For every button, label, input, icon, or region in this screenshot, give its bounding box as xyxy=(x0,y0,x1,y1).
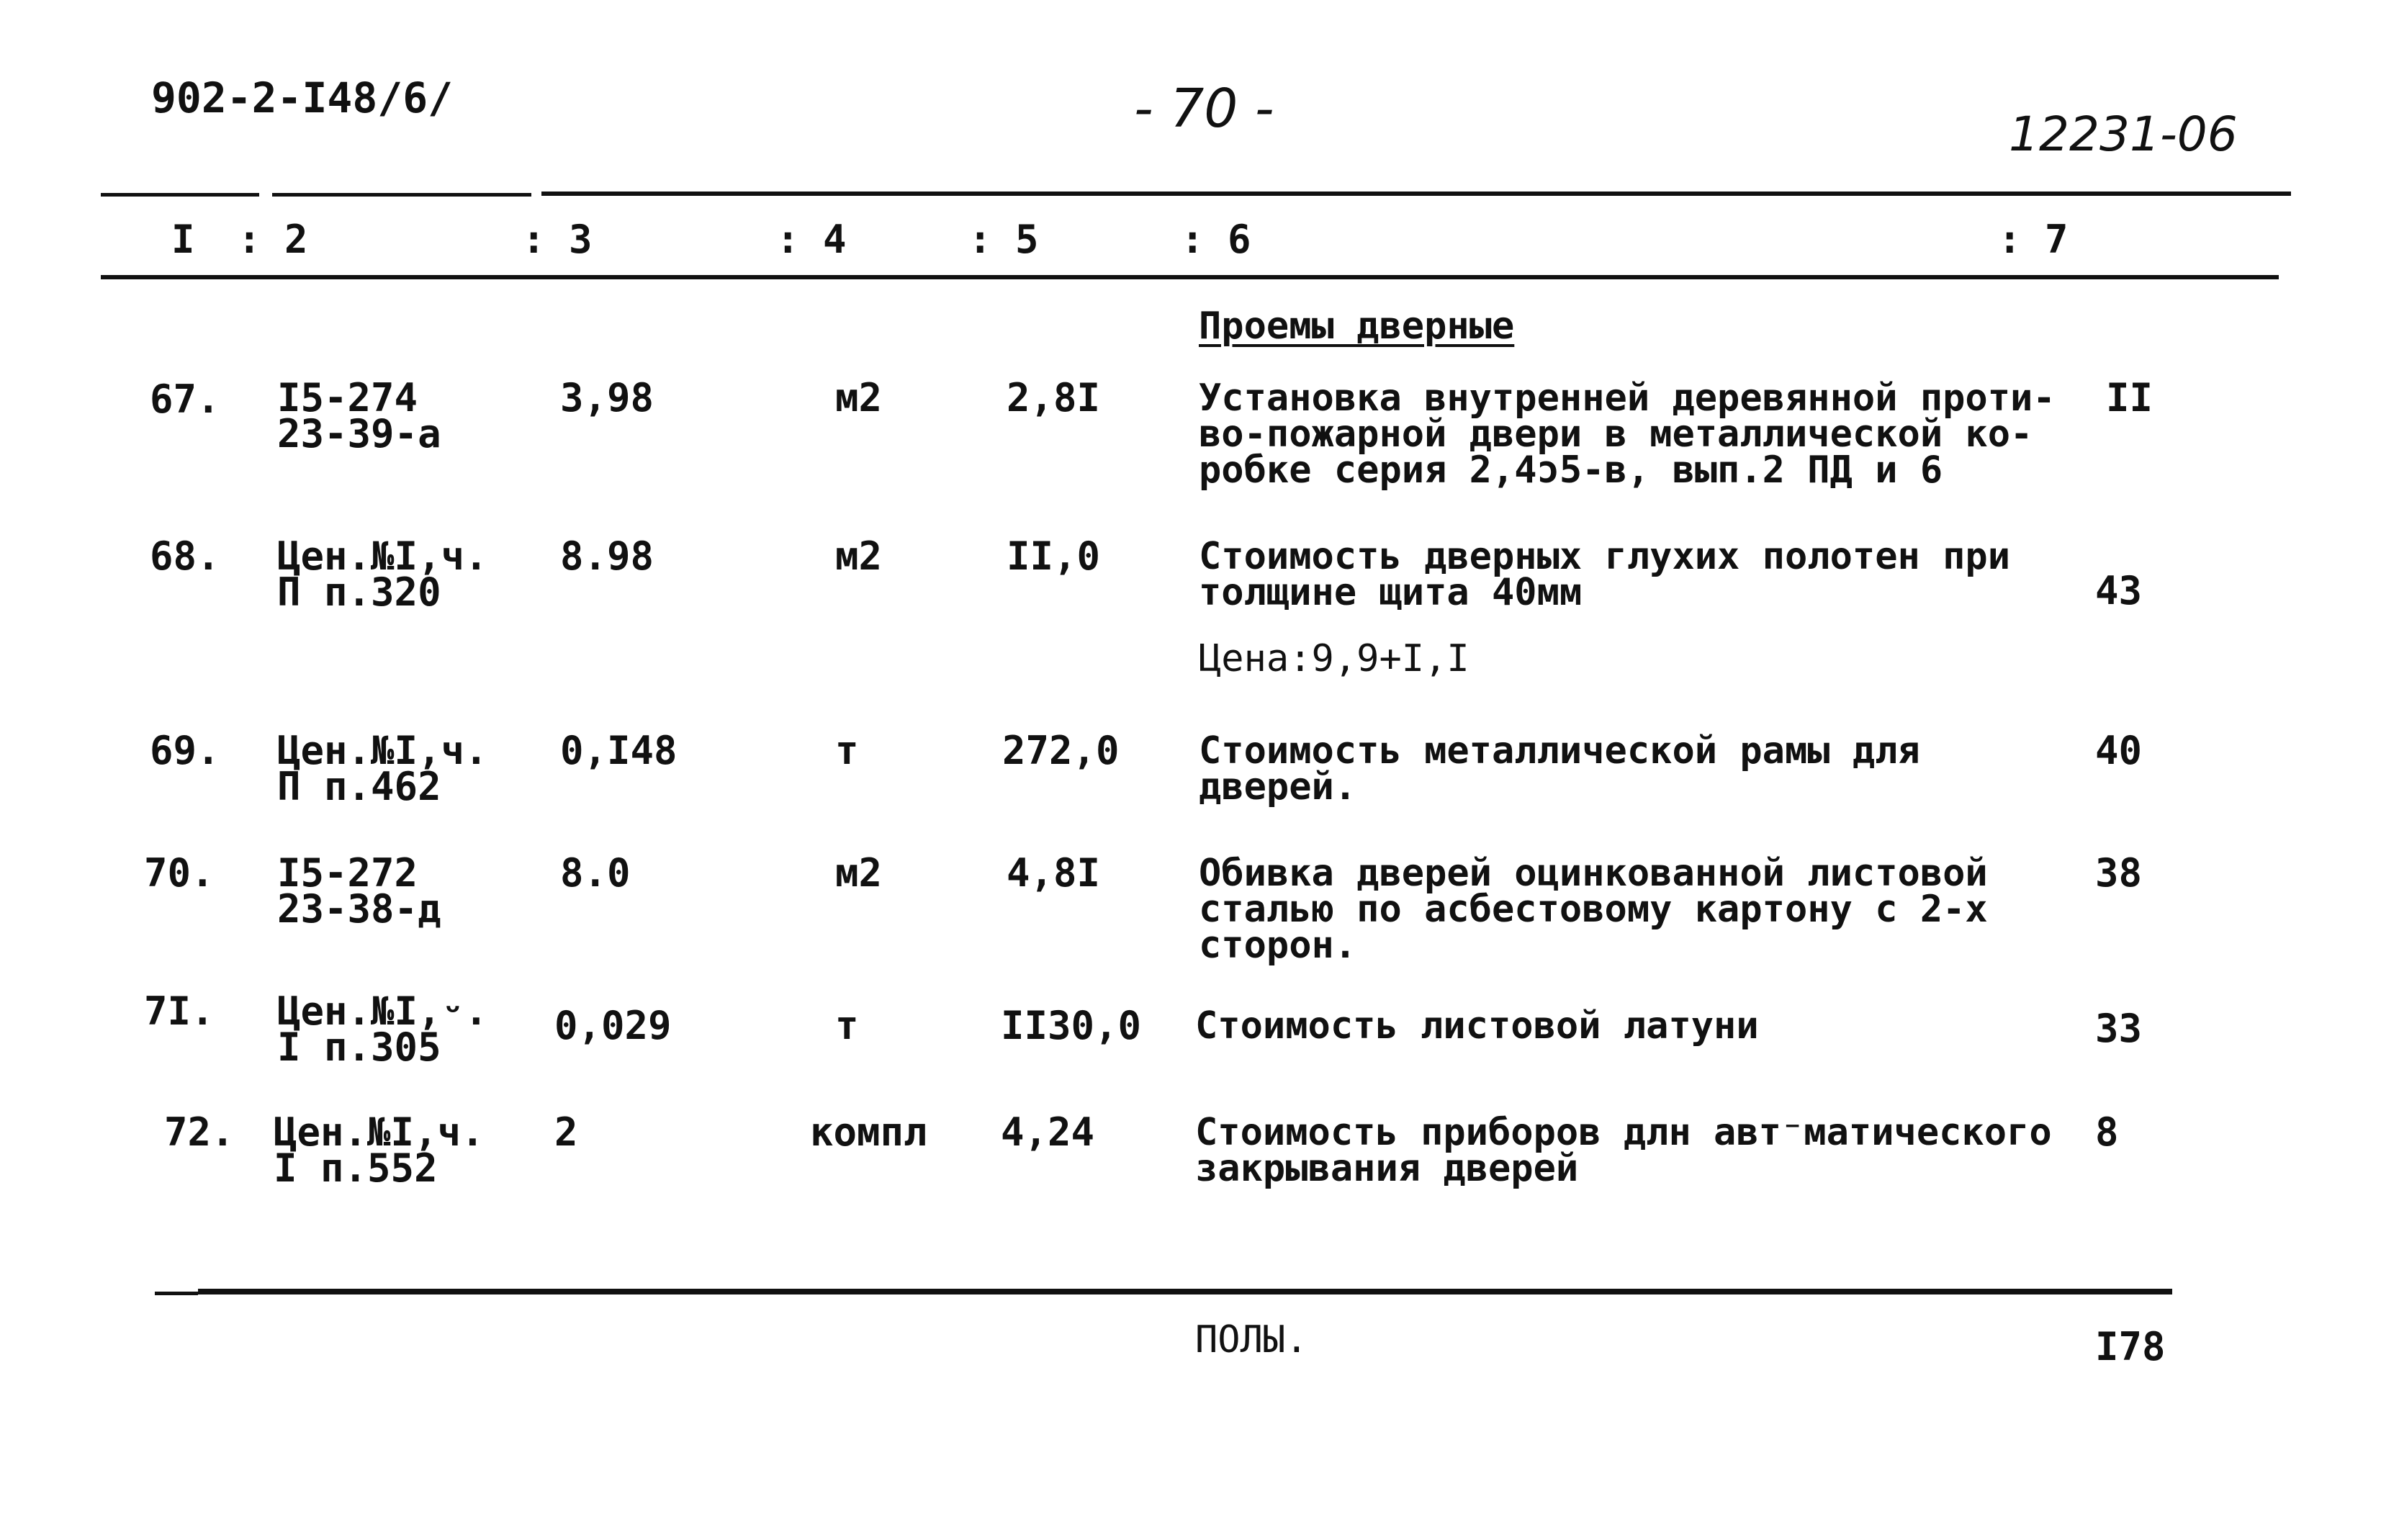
quantity: 3,98 xyxy=(560,375,654,420)
quantity: 0,029 xyxy=(554,1003,672,1048)
row-number: 67. xyxy=(150,377,220,422)
page-number: - 70 - xyxy=(1134,78,1274,140)
work-description: Стоимость приборов длн авт⁻матического закрывания дверей xyxy=(1195,1111,2052,1190)
row-number: 68. xyxy=(150,533,220,579)
rate-code: Цен.№I,ч. П п.320 xyxy=(277,533,488,615)
column-header-5: : 5 xyxy=(968,217,1039,262)
rate-code: I5-272 23-38-д xyxy=(277,850,441,932)
work-description: Стоимость дверных глухих полотен при толщине щита 40мм xyxy=(1199,535,2011,614)
rate-code: Цен.№I,ᵕ. I п.305 xyxy=(277,989,488,1070)
column-header-4: : 4 xyxy=(776,217,847,262)
row-total: 8 xyxy=(2095,1109,2119,1155)
work-description: Установка внутренней деревянной проти- во-пожарной двери в металлической ко- робке серия 2,4ɔ5-в, вып.2 ПД и 6 xyxy=(1199,377,2056,492)
column-header-6: : 6 xyxy=(1181,217,1251,262)
header-top-rule-3 xyxy=(541,192,2291,196)
page-total: I78 xyxy=(2095,1324,2166,1369)
row-total: 38 xyxy=(2095,850,2143,896)
column-header-3: : 3 xyxy=(522,217,593,262)
quantity: 2 xyxy=(554,1109,578,1155)
row-number: 69. xyxy=(150,728,220,773)
unit-price: 272,0 xyxy=(1002,728,1120,773)
rate-code: I5-274 23-39-а xyxy=(277,375,441,456)
column-header-7: : 7 xyxy=(1998,217,2069,262)
document-code: 902-2-I48/6/ xyxy=(151,73,454,122)
quantity: 8.0 xyxy=(560,850,631,896)
header-bottom-rule xyxy=(101,275,2279,279)
quantity: 0,I48 xyxy=(560,728,678,773)
row-total: 33 xyxy=(2095,1006,2143,1051)
unit: м2 xyxy=(835,375,883,420)
unit: м2 xyxy=(835,533,883,579)
row-number: 7I. xyxy=(144,989,215,1034)
column-header-2: : 2 xyxy=(238,217,308,262)
unit: компл xyxy=(810,1109,927,1155)
row-total: II xyxy=(2106,375,2153,420)
unit-price: 4,8I xyxy=(1007,850,1101,896)
unit: т xyxy=(835,1003,859,1048)
price-note: Цена:9,9+I,I xyxy=(1199,637,1469,680)
row-number: 70. xyxy=(144,850,215,896)
unit-price: 4,24 xyxy=(1001,1109,1095,1155)
unit-price: II30,0 xyxy=(1001,1003,1142,1048)
footer-rule-left xyxy=(155,1292,198,1295)
row-total: 43 xyxy=(2095,568,2143,613)
column-header-1: I xyxy=(171,217,195,262)
inventory-number: 12231-06 xyxy=(2009,107,2238,162)
quantity: 8.98 xyxy=(560,533,654,579)
footer-rule xyxy=(198,1289,2172,1294)
next-section-label: ПОЛЫ. xyxy=(1195,1318,1308,1361)
work-description: Стоимость листовой латуни xyxy=(1195,1004,1759,1048)
work-description: Обивка дверей оцинкованной листовой сталью по асбестовому картону с 2-х сторон. xyxy=(1199,852,1988,967)
section-title: Проемы дверные xyxy=(1199,305,1515,348)
unit: м2 xyxy=(835,850,883,896)
work-description: Стоимость металлической рамы для дверей. xyxy=(1199,729,1920,809)
unit: т xyxy=(835,728,859,773)
row-number: 72. xyxy=(164,1109,235,1155)
unit-price: 2,8I xyxy=(1007,375,1101,420)
header-top-rule-1 xyxy=(101,193,259,197)
row-total: 40 xyxy=(2095,728,2143,773)
header-top-rule-2 xyxy=(272,193,531,197)
rate-code: Цен.№I,ч. П п.462 xyxy=(277,728,488,809)
rate-code: Цен.№I,ч. I п.552 xyxy=(274,1109,485,1191)
unit-price: II,0 xyxy=(1007,533,1101,579)
